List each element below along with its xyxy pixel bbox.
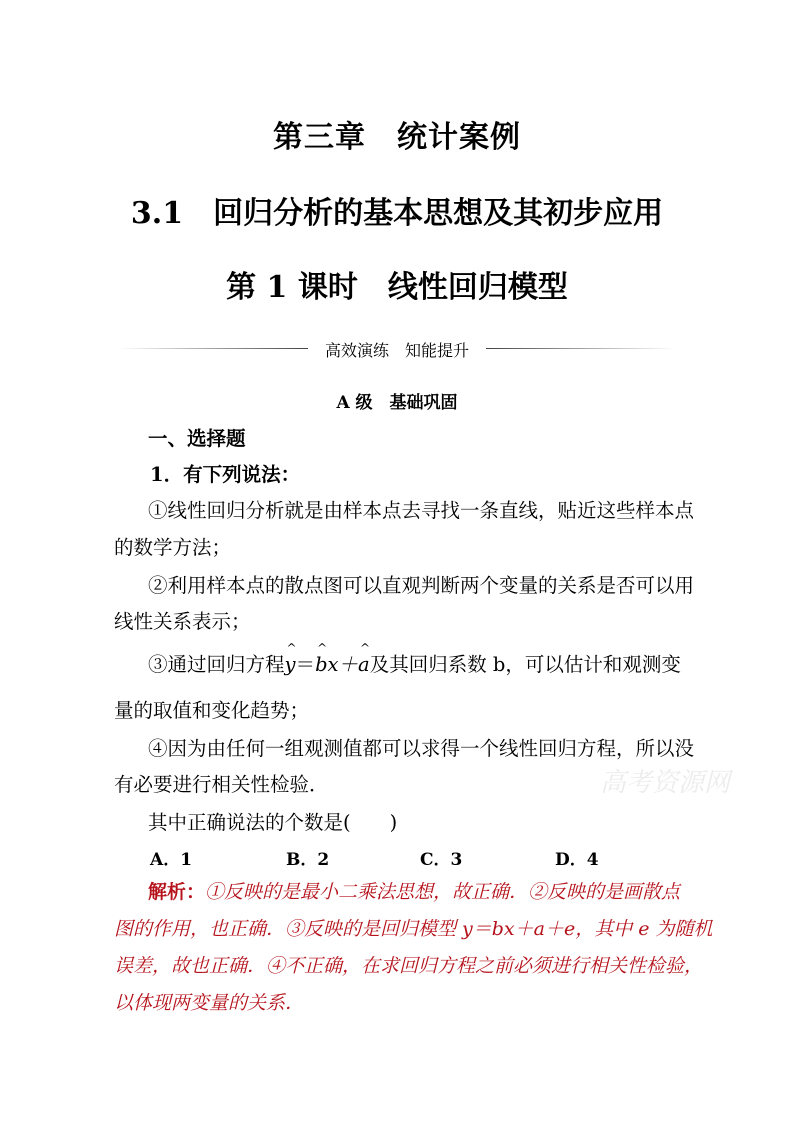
answer-line-2: 图的作用，也正确．③反映的是回归模型 y＝bx＋a＋e，其中 e 为随机 [114,918,713,940]
answer-text-1: ①反映的是最小二乘法思想，故正确．②反映的是画散点 [205,881,681,903]
option-b: B．2 [286,850,330,870]
statement-2-line-1: ②利用样本点的散点图可以直观判断两个变量的关系是否可以用 [148,574,695,597]
b-hat: ^ b [315,646,327,683]
statement-1-line-1: ①线性回归分析就是由样本点去寻找一条直线，贴近这些样本点 [148,499,695,522]
option-a: A．1 [150,850,193,870]
level-heading: A 级 基础巩固 [336,393,458,413]
answer-line-4: 以体现两变量的关系． [114,992,305,1014]
part-heading: 一、选择题 [148,427,246,450]
option-c: C．3 [420,850,463,870]
x-plus: x＋ [327,653,359,676]
y-hat: ^ y [285,646,296,683]
equals-sign: ＝ [295,653,316,676]
divider-line-right [486,348,676,349]
section-title: 3.1 回归分析的基本思想及其初步应用 [130,196,664,231]
answer-label: 解析： [148,881,206,903]
banner-text: 高效演练 知能提升 [324,341,469,360]
statement-3-line-1 [148,646,681,683]
statement-1-line-2: 的数学方法； [114,536,232,559]
statement-3-line-2: 量的取值和变化趋势； [114,699,310,722]
statement-4-line-2: 有必要进行相关性检验． [114,773,329,796]
a-hat: ^ a [358,646,370,683]
chapter-title: 第三章 统计案例 [273,120,521,155]
answer-line-1 [148,874,680,911]
question-ask: 其中正确说法的个数是( ) [148,811,398,834]
option-d: D．4 [555,850,599,870]
answer-line-3: 误差，故也正确．④不正确，在求回归方程之前必须进行相关性检验， [114,955,704,977]
statement-3-suffix: 及其回归系数 b，可以估计和观测变 [369,653,681,676]
watermark: 高考资源网 [600,768,731,798]
question-stem: 1．有下列说法： [150,463,301,486]
banner-divider [118,338,676,358]
statement-4-line-1: ④因为由任何一组观测值都可以求得一个线性回归方程，所以没 [148,737,695,760]
statement-3-prefix: ③通过回归方程 [148,653,285,676]
lesson-title: 第 1 课时 线性回归模型 [226,270,568,305]
statement-2-line-2: 线性关系表示； [114,610,251,633]
